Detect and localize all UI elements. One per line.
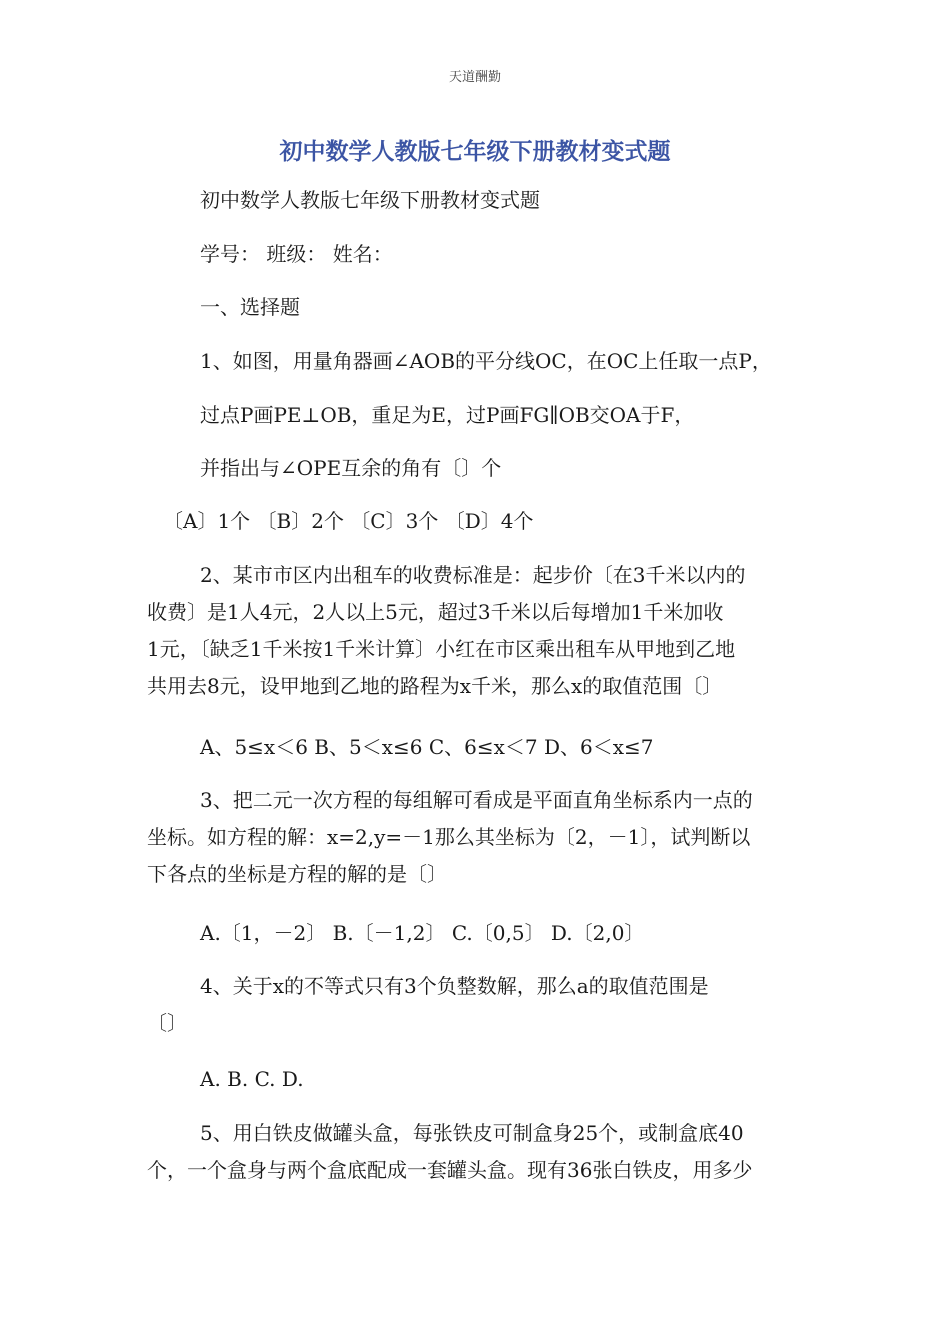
question-2-line-1: 2、某市市区内出租车的收费标准是：起步价〔在3千米以内的 (200, 563, 746, 587)
question-3-line-3: 下各点的坐标是方程的解的是〔〕 (147, 862, 447, 886)
section-heading: 一、选择题 (200, 295, 300, 319)
question-2-line-2: 收费〕是1人4元，2人以上5元，超过3千米以后每增加1千米加收 (147, 600, 724, 624)
question-4-line-2: 〔〕 (147, 1011, 187, 1035)
question-3-options: A.〔1，－2〕 B.〔－1,2〕 C.〔0,5〕 D.〔2,0〕 (200, 921, 645, 945)
question-4-options: A. B. C. D. (200, 1067, 304, 1091)
question-3-line-2: 坐标。如方程的解：x=2,y=－1那么其坐标为〔2，－1〕，试判断以 (147, 825, 751, 849)
question-1-line-3: 并指出与∠OPE互余的角有〔〕个 (200, 456, 502, 480)
question-1-line-2: 过点P画PE⊥OB，重足为E，过P画FG∥OB交OA于F， (200, 403, 695, 427)
subtitle: 初中数学人教版七年级下册教材变式题 (200, 188, 540, 212)
question-4-line-1: 4、关于x的不等式只有3个负整数解，那么a的取值范围是 (200, 974, 709, 998)
question-1-options: 〔A〕1个 〔B〕2个 〔C〕3个 〔D〕4个 (163, 509, 534, 533)
question-3-line-1: 3、把二元一次方程的每组解可看成是平面直角坐标系内一点的 (200, 788, 753, 812)
question-2-options: A、5≤x＜6 B、5＜x≤6 C、6≤x＜7 D、6＜x≤7 (200, 735, 654, 759)
question-5-line-1: 5、用白铁皮做罐头盒，每张铁皮可制盒身25个，或制盒底40 (200, 1121, 744, 1145)
document-title: 初中数学人教版七年级下册教材变式题 (279, 139, 671, 165)
question-1-line-1: 1、如图，用量角器画∠AOB的平分线OC，在OC上任取一点P， (200, 349, 772, 373)
student-info: 学号： 班级： 姓名： (200, 242, 393, 266)
question-2-line-3: 1元，〔缺乏1千米按1千米计算〕小红在市区乘出租车从甲地到乙地 (147, 637, 736, 661)
question-5-line-2: 个，一个盒身与两个盒底配成一套罐头盒。现有36张白铁皮，用多少 (147, 1158, 753, 1182)
page-header: 天道酬勤 (448, 70, 501, 85)
question-2-line-4: 共用去8元，设甲地到乙地的路程为x千米，那么x的取值范围〔〕 (147, 674, 723, 698)
